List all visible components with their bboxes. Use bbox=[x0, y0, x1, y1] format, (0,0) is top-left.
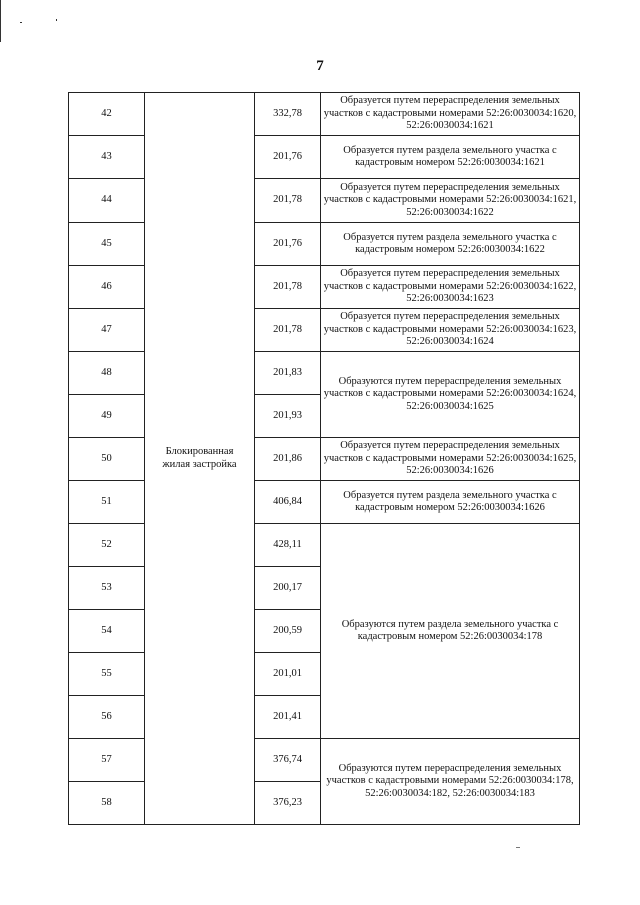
formation-note-cell: Образуются путем перераспределения земельных участков с кадастровыми номерами 52:26:0030034:178, 52:26:0030034:182, 52:26:0030034:183 bbox=[321, 739, 580, 825]
plot-area-cell: 201,41 bbox=[255, 696, 321, 739]
plot-area-cell: 201,78 bbox=[255, 309, 321, 352]
plot-number-cell: 53 bbox=[69, 567, 145, 610]
plot-number-cell: 54 bbox=[69, 610, 145, 653]
plot-area-cell: 201,76 bbox=[255, 136, 321, 179]
plot-number-cell: 52 bbox=[69, 524, 145, 567]
scan-mark-dot bbox=[20, 22, 22, 23]
formation-note-cell: Образуется путем перераспределения земельных участков с кадастровыми номерами 52:26:0030034:1621, 52:26:0030034:1622 bbox=[321, 179, 580, 223]
formation-note-cell: Образуются путем перераспределения земельных участков с кадастровыми номерами 52:26:0030034:1624, 52:26:0030034:1625 bbox=[321, 352, 580, 438]
formation-note-cell: Образуется путем раздела земельного участка с кадастровым номером 52:26:0030034:1626 bbox=[321, 481, 580, 524]
plot-area-cell: 201,78 bbox=[255, 266, 321, 309]
formation-note-cell: Образуется путем раздела земельного участка с кадастровым номером 52:26:0030034:1621 bbox=[321, 136, 580, 179]
plot-number-cell: 43 bbox=[69, 136, 145, 179]
plot-area-cell: 332,78 bbox=[255, 93, 321, 136]
plot-area-cell: 200,59 bbox=[255, 610, 321, 653]
formation-note-cell: Образуется путем раздела земельного участка с кадастровым номером 52:26:0030034:1622 bbox=[321, 223, 580, 266]
plot-area-cell: 406,84 bbox=[255, 481, 321, 524]
formation-note-cell: Образуется путем перераспределения земельных участков с кадастровыми номерами 52:26:0030034:1620, 52:26:0030034:1621 bbox=[321, 93, 580, 136]
formation-note-cell: Образуется путем перераспределения земельных участков с кадастровыми номерами 52:26:0030034:1622, 52:26:0030034:1623 bbox=[321, 266, 580, 309]
plot-number-cell: 47 bbox=[69, 309, 145, 352]
plot-number-cell: 42 bbox=[69, 93, 145, 136]
plot-number-cell: 48 bbox=[69, 352, 145, 395]
plot-number-cell: 58 bbox=[69, 782, 145, 825]
plot-area-cell: 201,93 bbox=[255, 395, 321, 438]
plot-area-cell: 201,76 bbox=[255, 223, 321, 266]
land-plots-table bbox=[68, 92, 580, 825]
plot-number-cell: 46 bbox=[69, 266, 145, 309]
formation-note-cell: Образуются путем раздела земельного участка с кадастровым номером 52:26:0030034:178 bbox=[321, 524, 580, 739]
plot-number-cell: 57 bbox=[69, 739, 145, 782]
plot-number-cell: 44 bbox=[69, 179, 145, 223]
scan-mark-dot bbox=[56, 19, 57, 21]
plot-area-cell: 201,78 bbox=[255, 179, 321, 223]
plot-area-cell: 428,11 bbox=[255, 524, 321, 567]
scan-mark-left-edge bbox=[0, 0, 1, 42]
plot-area-cell: 201,83 bbox=[255, 352, 321, 395]
plot-area-cell: 376,23 bbox=[255, 782, 321, 825]
land-use-type-cell: Блокированная жилая застройка bbox=[145, 93, 255, 825]
scan-mark-dot bbox=[516, 847, 520, 848]
plot-area-cell: 200,17 bbox=[255, 567, 321, 610]
formation-note-cell: Образуется путем перераспределения земельных участков с кадастровыми номерами 52:26:0030034:1623, 52:26:0030034:1624 bbox=[321, 309, 580, 352]
table-row bbox=[69, 93, 580, 136]
plot-area-cell: 376,74 bbox=[255, 739, 321, 782]
page-number: 7 bbox=[316, 58, 324, 74]
plot-number-cell: 55 bbox=[69, 653, 145, 696]
plot-number-cell: 51 bbox=[69, 481, 145, 524]
plot-number-cell: 50 bbox=[69, 438, 145, 481]
plot-number-cell: 45 bbox=[69, 223, 145, 266]
formation-note-cell: Образуется путем перераспределения земельных участков с кадастровыми номерами 52:26:0030034:1625, 52:26:0030034:1626 bbox=[321, 438, 580, 481]
plot-number-cell: 56 bbox=[69, 696, 145, 739]
plot-area-cell: 201,01 bbox=[255, 653, 321, 696]
plot-area-cell: 201,86 bbox=[255, 438, 321, 481]
plot-number-cell: 49 bbox=[69, 395, 145, 438]
